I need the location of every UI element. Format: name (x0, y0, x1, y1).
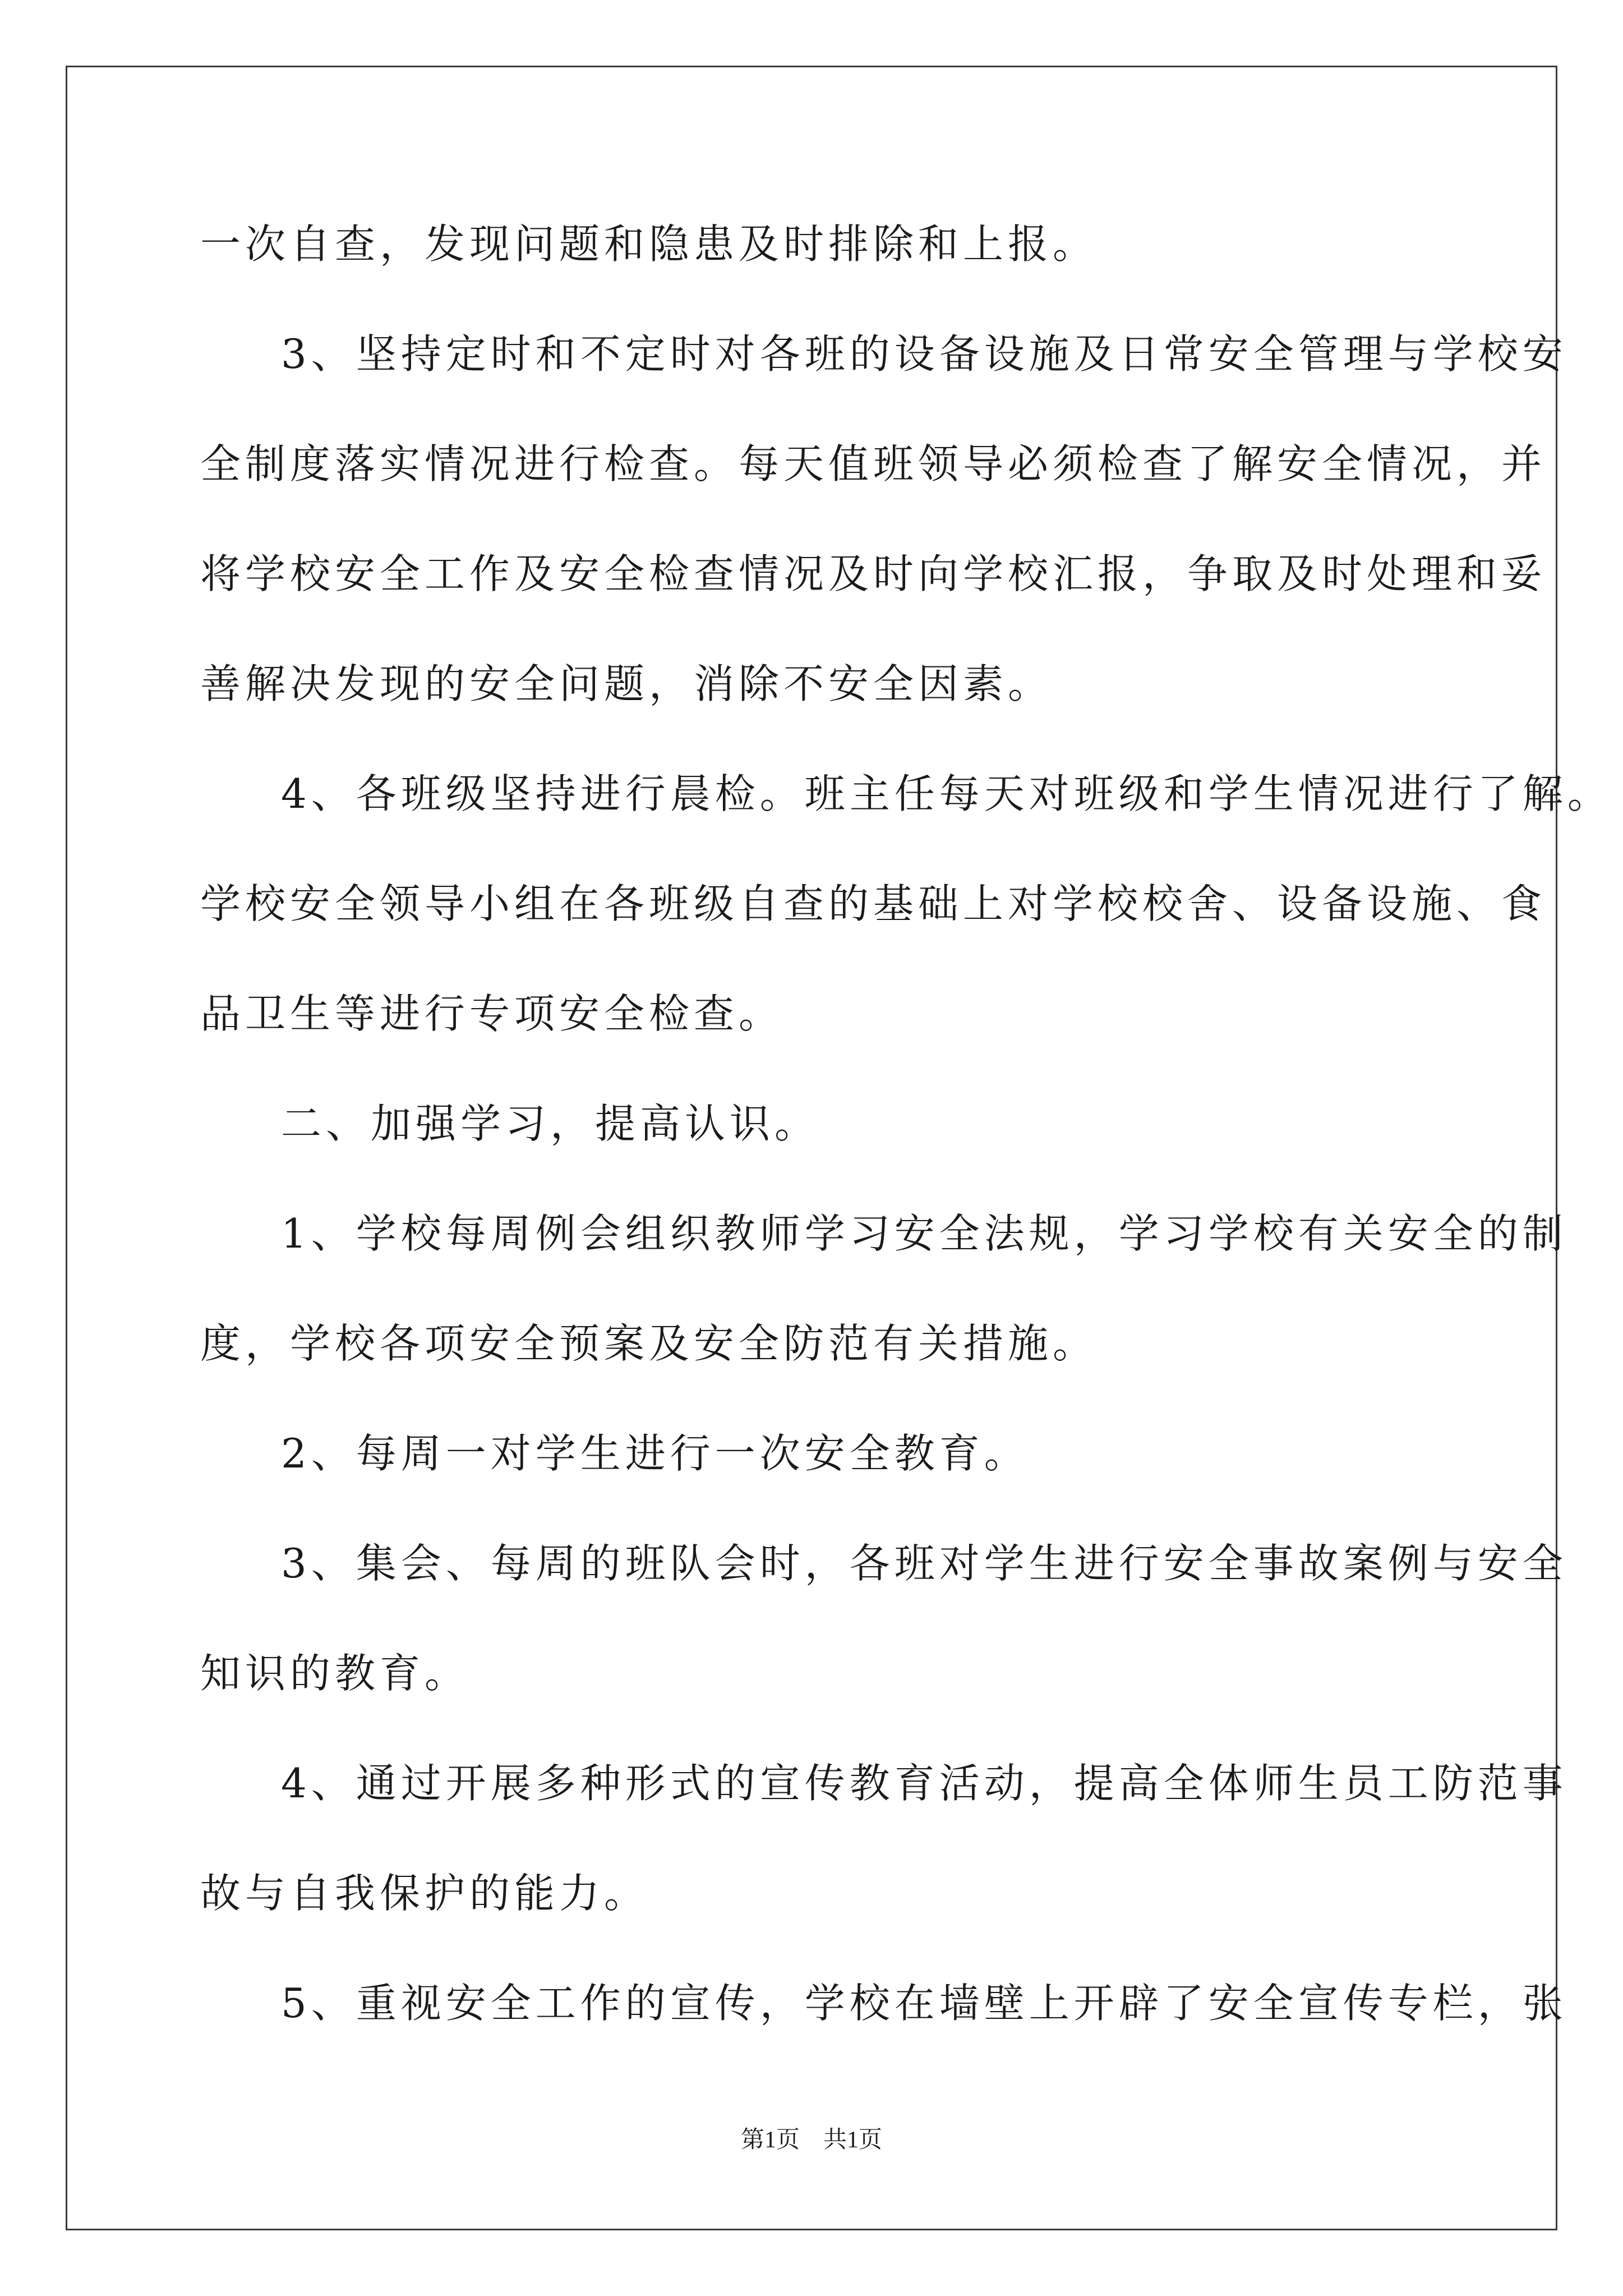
page-number: 第1页 共1页 (740, 2127, 882, 2153)
text-line: 度，学校各项安全预案及安全防范有关措施。 (200, 1320, 1098, 1367)
text-line: 学校安全领导小组在各班级自查的基础上对学校校舍、设备设施、食 (200, 880, 1547, 927)
text-line: 4、各班级坚持进行晨检。班主任每天对班级和学生情况进行了解。 (281, 770, 1612, 817)
text-line: 一次自查，发现问题和隐患及时排除和上报。 (200, 220, 1098, 268)
text-line: 2、每周一对学生进行一次安全教育。 (281, 1430, 1029, 1477)
text-line: 品卫生等进行专项安全检查。 (200, 990, 784, 1037)
text-line: 全制度落实情况进行检查。每天值班领导必须检查了解安全情况，并 (200, 440, 1547, 487)
text-line: 1、学校每周例会组织教师学习安全法规，学习学校有关安全的制 (281, 1210, 1567, 1257)
text-line: 故与自我保护的能力。 (200, 1870, 649, 1917)
text-line: 3、集会、每周的班队会时，各班对学生进行安全事故案例与安全 (281, 1540, 1567, 1587)
text-line: 3、坚持定时和不定时对各班的设备设施及日常安全管理与学校安 (281, 330, 1567, 378)
text-line: 4、通过开展多种形式的宣传教育活动，提高全体师生员工防范事 (281, 1760, 1567, 1807)
text-line: 将学校安全工作及安全检查情况及时向学校汇报，争取及时处理和妥 (200, 550, 1547, 597)
text-line: 善解决发现的安全问题，消除不安全因素。 (200, 660, 1053, 707)
text-line: 5、重视安全工作的宣传，学校在墙壁上开辟了安全宣传专栏，张 (281, 1980, 1567, 2027)
section-heading: 二、加强学习，提高认识。 (281, 1100, 820, 1147)
text-line: 知识的教育。 (200, 1650, 470, 1697)
